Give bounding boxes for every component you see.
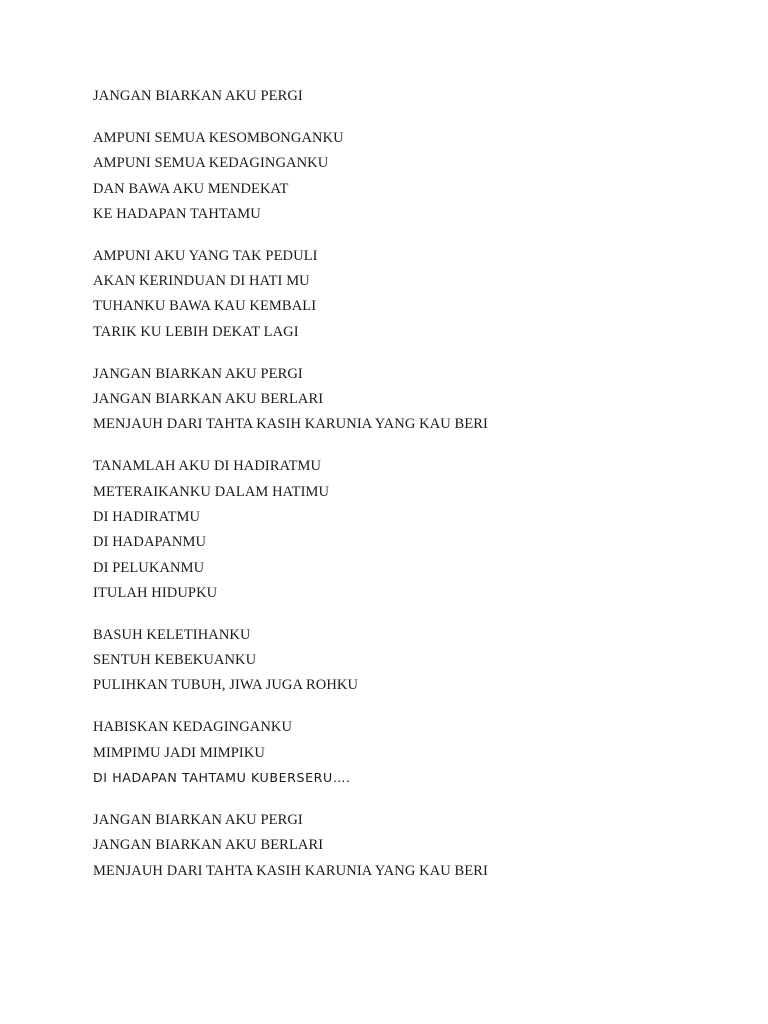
lyric-line: BASUH KELETIHANKU [93,626,251,643]
lyric-line: KE HADAPAN TAHTAMU [93,205,261,222]
lyric-line: TARIK KU LEBIH DEKAT LAGI [93,323,299,340]
stanza-5 [93,625,733,701]
lyric-line: MENJAUH DARI TAHTA KASIH KARUNIA YANG KAU BERI [93,416,488,433]
lyric-line: MIMPIMU JADI MIMPIKU [93,744,265,761]
lyric-line: DI HADAPANMU [93,534,207,551]
lyric-line: DAN BAWA AKU MENDEKAT [93,180,289,197]
lyric-line: TUHANKU BAWA KAU KEMBALI [93,298,317,315]
stanza-2 [93,246,733,347]
stanza-7 [93,810,733,886]
lyric-line: METERAIKANKU DALAM HATIMU [93,483,330,500]
lyric-line: PULIHKAN TUBUH, JIWA JUGA ROHKU [93,677,359,694]
lyric-line: JANGAN BIARKAN AKU PERGI [93,365,303,382]
stanza-1 [93,128,733,229]
lyric-line: MENJAUH DARI TAHTA KASIH KARUNIA YANG KAU BERI [93,862,488,879]
lyric-line: SENTUH KEBEKUANKU [93,652,257,669]
lyric-line: HABISKAN KEDAGINGANKU [93,719,293,736]
lyric-line: ITULAH HIDUPKU [93,584,218,601]
lyric-line: AMPUNI SEMUA KESOMBONGANKU [93,129,344,146]
song-title: JANGAN BIARKAN AKU PERGI [93,88,303,104]
lyrics-body [93,86,733,903]
stanza-4 [93,456,733,608]
lyric-line: JANGAN BIARKAN AKU PERGI [93,811,303,828]
stanza-3 [93,364,733,440]
lyric-line: JANGAN BIARKAN AKU BERLARI [93,391,324,408]
lyric-line: AKAN KERINDUAN DI HATI MU [93,273,310,290]
stanza-6 [93,717,733,793]
lyric-line: AMPUNI AKU YANG TAK PEDULI [93,247,318,264]
lyric-line: AMPUNI SEMUA KEDAGINGANKU [93,155,329,172]
lyric-line: DI HADIRATMU [93,508,201,525]
lyric-line: DI HADAPAN TAHTAMU KUBERSERU…. [93,769,351,785]
lyric-line: DI PELUKANMU [93,559,205,576]
lyric-line: TANAMLAH AKU DI HADIRATMU [93,458,322,475]
lyric-line: JANGAN BIARKAN AKU BERLARI [93,837,324,854]
